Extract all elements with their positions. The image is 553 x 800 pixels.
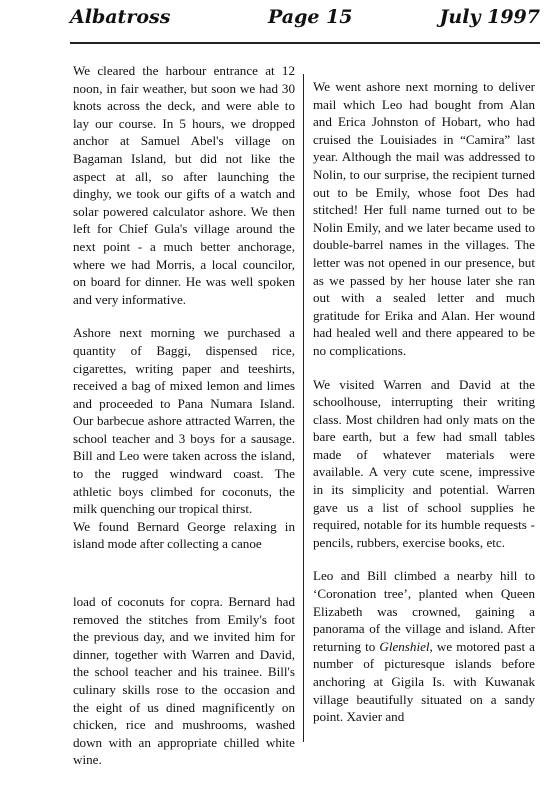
right-column: [313, 78, 535, 748]
coronation-text-start: Leo and Bill climbed a nearby hill to ‘Coronation tree’, planted when Queen Elizabeth was crowned, gaining a panorama of the village and island. After returning to: [313, 568, 535, 654]
paragraph-coronation-tree: [313, 567, 535, 725]
paragraph-schoolhouse: We visited Warren and David at the schoolhouse, interrupting their writing class. Most children had only mats on the bare earth, but a few had small tables made of whatever materials were available. A very cute scene, impressive in its simplicity and potential. Warren gave us a list of school supplies he required, notable for its humble requests - pencils, rubbers, exercise books, etc.: [313, 376, 535, 550]
header-rule: [70, 42, 540, 44]
page-number: Page 15: [268, 6, 353, 28]
issue-date: July 1997: [439, 6, 540, 28]
paragraph-harbour: We cleared the harbour entrance at 12 noon, in fair weather, but soon we had 30 knots across the deck, and were able to lay our course. In 5 hours, we dropped anchor at Samuel Abel's village on Bagaman Island, but did not like the aspect at all, so after launching the dinghy, we took our gifts of a watch and solar powered calculator ashore. We then left for Chief Gula's village around the next point - a much better anchorage, where we had Morris, a local councilor, on board for dinner. He was well spoken and very informative.: [73, 63, 295, 307]
vessel-name: Glenshiel: [379, 638, 430, 654]
column-divider: [303, 74, 304, 742]
paragraph-ashore-purchases: Ashore next morning we purchased a quantity of Baggi, dispensed rice, cigarettes, writing paper and teeshirts, received a bag of mixed lemon and limes and proceeded to Pana Numara Island. Our barbecue ashore attracted Warren, the school teacher and 3 boys for a sausage. Bill and Leo were taken across the island, to the rugged windward coast. The athletic boys climbed for coconuts, the milk quenching our tropical thirst.: [73, 325, 295, 517]
left-column: [73, 62, 295, 768]
coronation-text-end: , we motored past a number of picturesque islands before anchoring at Gigila Is. with Kuwanak village beautifully situated on a sandy point. Xavier and: [313, 638, 535, 725]
column-break-gap: [73, 553, 295, 593]
paragraph-mail-delivery: We went ashore next morning to deliver mail which Leo had bought from Alan and Erica Johnston of Hobart, who had cruised the Louisiades in “Camira” last year. Although the mail was addressed to Nolin, to our surprise, the recipient turned out to be Emily, whose foot Des had stitched! Her full name turned out to be Nolin Emily, and we later became used to double-barrel names in the villages. The letter was not opened in our presence, but as we passed by her house later she ran out with a sealed letter and much gratitude for Erika and Alan. Her wound had healed well and there appeared to be no complications.: [313, 79, 535, 358]
paragraph-dinner: load of coconuts for copra. Bernard had removed the stitches from Emily's foot the previous day, and we invited him for dinner, together with Warren and David, the school teacher and his trainee. Bill's culinary skills rose to the occasion and the eight of us dined magnificently on chicken, rice and mushrooms, washed down with an appropriate chilled white wine.: [73, 594, 295, 768]
publication-title: Albatross: [70, 6, 171, 28]
page-header: [70, 6, 540, 36]
paragraph-bernard-george: We found Bernard George relaxing in island mode after collecting a canoe: [73, 518, 295, 552]
